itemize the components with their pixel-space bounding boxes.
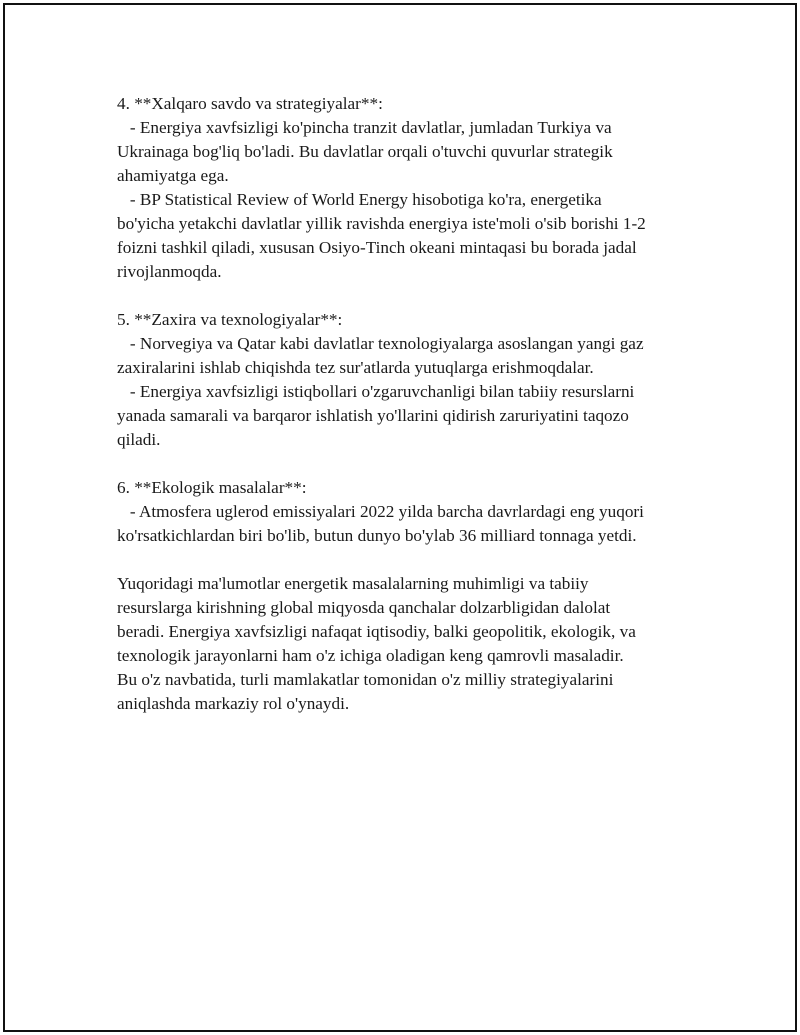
section-international-trade <box>117 92 717 284</box>
conclusion-line: aniqlashda markaziy rol o'ynaydi. <box>117 694 350 713</box>
section-heading: 4. **Xalqaro savdo va strategiyalar**: <box>117 94 383 113</box>
conclusion-line: beradi. Energiya xavfsizligi nafaqat iqtisodiy, balki geopolitik, ekologik, va <box>117 622 636 641</box>
section-line: foizni tashkil qiladi, xususan Osiyo-Tinch okeani mintaqasi bu borada jadal <box>117 238 637 257</box>
section-line: rivojlanmoqda. <box>117 262 222 281</box>
section-ecological-issues <box>117 476 717 548</box>
paragraph-gap <box>117 548 717 572</box>
section-line: bo'yicha yetakchi davlatlar yillik ravishda energiya iste'moli o'sib borishi 1-2 <box>117 214 646 233</box>
conclusion-paragraph <box>117 572 717 716</box>
section-line: qiladi. <box>117 430 161 449</box>
section-line: - Energiya xavfsizligi istiqbollari o'zgaruvchanligi bilan tabiiy resurslarni <box>117 382 635 401</box>
conclusion-line: Bu o'z navbatida, turli mamlakatlar tomonidan o'z milliy strategiyalarini <box>117 670 614 689</box>
section-line: - Atmosfera uglerod emissiyalari 2022 yilda barcha davrlardagi eng yuqori <box>117 502 644 521</box>
section-line: - Norvegiya va Qatar kabi davlatlar texnologiyalarga asoslangan yangi gaz <box>117 334 644 353</box>
paragraph-gap <box>117 284 717 308</box>
conclusion-line: Yuqoridagi ma'lumotlar energetik masalalarning muhimligi va tabiiy <box>117 574 589 593</box>
section-heading: 6. **Ekologik masalalar**: <box>117 478 307 497</box>
section-line: - Energiya xavfsizligi ko'pincha tranzit davlatlar, jumladan Turkiya va <box>117 118 612 137</box>
section-line: ko'rsatkichlardan biri bo'lib, butun dunyo bo'ylab 36 milliard tonnaga yetdi. <box>117 526 637 545</box>
section-line: Ukrainaga bog'liq bo'ladi. Bu davlatlar orqali o'tuvchi quvurlar strategik <box>117 142 613 161</box>
section-line: zaxiralarini ishlab chiqishda tez sur'atlarda yutuqlarga erishmoqdalar. <box>117 358 594 377</box>
paragraph-gap <box>117 452 717 476</box>
section-heading: 5. **Zaxira va texnologiyalar**: <box>117 310 343 329</box>
document-body <box>117 92 717 716</box>
conclusion-line: texnologik jarayonlarni ham o'z ichiga oladigan keng qamrovli masaladir. <box>117 646 624 665</box>
conclusion-line: resurslarga kirishning global miqyosda qanchalar dolzarbligidan dalolat <box>117 598 611 617</box>
section-line: yanada samarali va barqaror ishlatish yo'llarini qidirish zaruriyatini taqozo <box>117 406 629 425</box>
section-line: ahamiyatga ega. <box>117 166 229 185</box>
section-line: - BP Statistical Review of World Energy hisobotiga ko'ra, energetika <box>117 190 602 209</box>
section-reserves-technology <box>117 308 717 452</box>
